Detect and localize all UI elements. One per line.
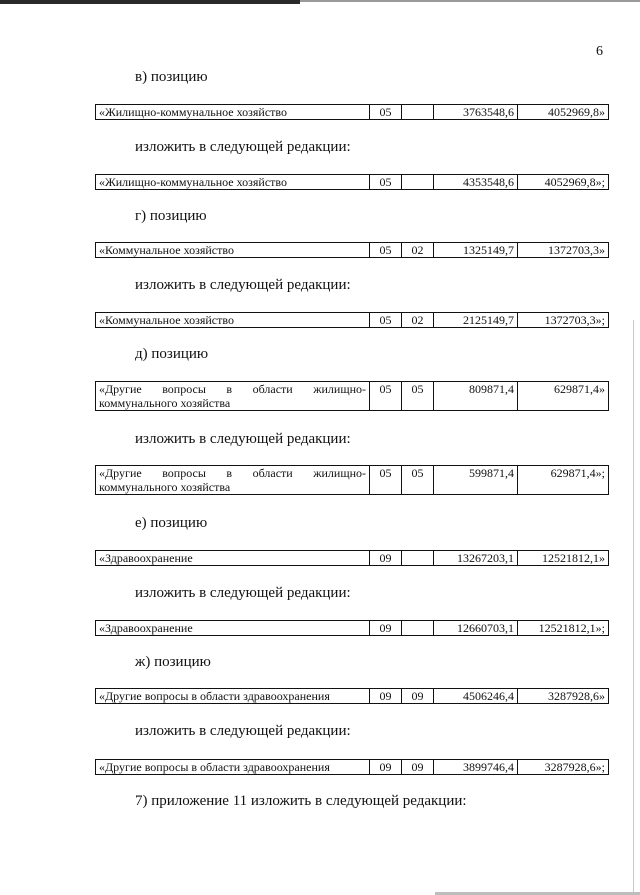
row-name: «Жилищно-коммунальное хозяйство (96, 105, 370, 120)
row-name: «Другие вопросы в области здравоохранения (96, 689, 370, 704)
row-sum-2: 1372703,3»; (518, 313, 609, 328)
paragraph-heading: изложить в следующей редакции: (135, 277, 351, 293)
row-name: «Жилищно-коммунальное хозяйство (96, 175, 370, 190)
row-sum-1: 599871,4 (434, 466, 518, 495)
row-razdel: 09 (370, 621, 402, 636)
row-podrazdel: 05 (402, 382, 434, 411)
paragraph-heading: в) позицию (135, 69, 208, 85)
budget-row-table (95, 242, 609, 258)
row-sum-2: 4052969,8» (518, 105, 609, 120)
table-row (96, 760, 609, 775)
paragraph-heading: ж) позицию (135, 654, 211, 670)
row-razdel: 09 (370, 689, 402, 704)
table-row (96, 621, 609, 636)
budget-row-table (95, 688, 609, 704)
row-name: «Другие вопросы в области здравоохранения (96, 760, 370, 775)
table-row (96, 689, 609, 704)
row-sum-2: 4052969,8»; (518, 175, 609, 190)
row-razdel: 05 (370, 175, 402, 190)
paragraph-heading: е) позицию (135, 515, 208, 531)
budget-row-table (95, 465, 609, 495)
row-razdel: 05 (370, 382, 402, 411)
row-sum-1: 3763548,6 (434, 105, 518, 120)
budget-row-table (95, 174, 609, 190)
paragraph-heading: изложить в следующей редакции: (135, 139, 351, 155)
table-row (96, 551, 609, 566)
row-podrazdel: 09 (402, 689, 434, 704)
row-podrazdel: 09 (402, 760, 434, 775)
row-sum-1: 12660703,1 (434, 621, 518, 636)
row-podrazdel: 05 (402, 466, 434, 495)
paragraph-heading: изложить в следующей редакции: (135, 585, 351, 601)
closing-paragraph: 7) приложение 11 изложить в следующей редакции: (135, 793, 467, 809)
row-sum-1: 1325149,7 (434, 243, 518, 258)
row-name (96, 466, 370, 495)
row-podrazdel (402, 551, 434, 566)
row-sum-1: 3899746,4 (434, 760, 518, 775)
paragraph-heading: изложить в следующей редакции: (135, 723, 351, 739)
row-name (96, 382, 370, 411)
row-name: «Здравоохранение (96, 621, 370, 636)
row-razdel: 05 (370, 105, 402, 120)
row-name: «Здравоохранение (96, 551, 370, 566)
budget-row-table (95, 104, 609, 120)
row-razdel: 05 (370, 313, 402, 328)
table-row (96, 313, 609, 328)
row-sum-1: 2125149,7 (434, 313, 518, 328)
row-name-line-2: коммунального хозяйства (99, 396, 231, 410)
scan-edge-right (633, 320, 634, 895)
row-podrazdel: 02 (402, 243, 434, 258)
row-name-line-1: «Другие вопросы в области жилищно- (99, 466, 366, 480)
row-sum-1: 13267203,1 (434, 551, 518, 566)
row-name-line-2: коммунального хозяйства (99, 480, 231, 494)
table-row (96, 175, 609, 190)
row-podrazdel: 02 (402, 313, 434, 328)
row-name: «Коммунальное хозяйство (96, 313, 370, 328)
table-row (96, 243, 609, 258)
table-row (96, 105, 609, 120)
row-sum-1: 4353548,6 (434, 175, 518, 190)
row-razdel: 05 (370, 243, 402, 258)
scan-edge-top (300, 0, 640, 2)
row-sum-1: 809871,4 (434, 382, 518, 411)
row-sum-2: 629871,4» (518, 382, 609, 411)
row-sum-2: 1372703,3» (518, 243, 609, 258)
table-row (96, 382, 609, 411)
row-sum-1: 4506246,4 (434, 689, 518, 704)
paragraph-heading: изложить в следующей редакции: (135, 431, 351, 447)
row-name-line-1: «Другие вопросы в области жилищно- (99, 382, 366, 396)
row-razdel: 09 (370, 760, 402, 775)
row-razdel: 09 (370, 551, 402, 566)
budget-row-table (95, 550, 609, 566)
budget-row-table (95, 759, 609, 775)
row-podrazdel (402, 105, 434, 120)
row-sum-2: 3287928,6» (518, 689, 609, 704)
budget-row-table (95, 620, 609, 636)
row-sum-2: 12521812,1»; (518, 621, 609, 636)
page-number: 6 (596, 44, 603, 59)
row-name: «Коммунальное хозяйство (96, 243, 370, 258)
paragraph-heading: д) позицию (135, 346, 209, 362)
row-razdel: 05 (370, 466, 402, 495)
row-podrazdel (402, 175, 434, 190)
budget-row-table (95, 381, 609, 411)
table-row (96, 466, 609, 495)
row-sum-2: 12521812,1» (518, 551, 609, 566)
row-podrazdel (402, 621, 434, 636)
budget-row-table (95, 312, 609, 328)
scan-edge-top (0, 0, 300, 4)
paragraph-heading: г) позицию (135, 208, 207, 224)
row-sum-2: 3287928,6»; (518, 760, 609, 775)
row-sum-2: 629871,4»; (518, 466, 609, 495)
